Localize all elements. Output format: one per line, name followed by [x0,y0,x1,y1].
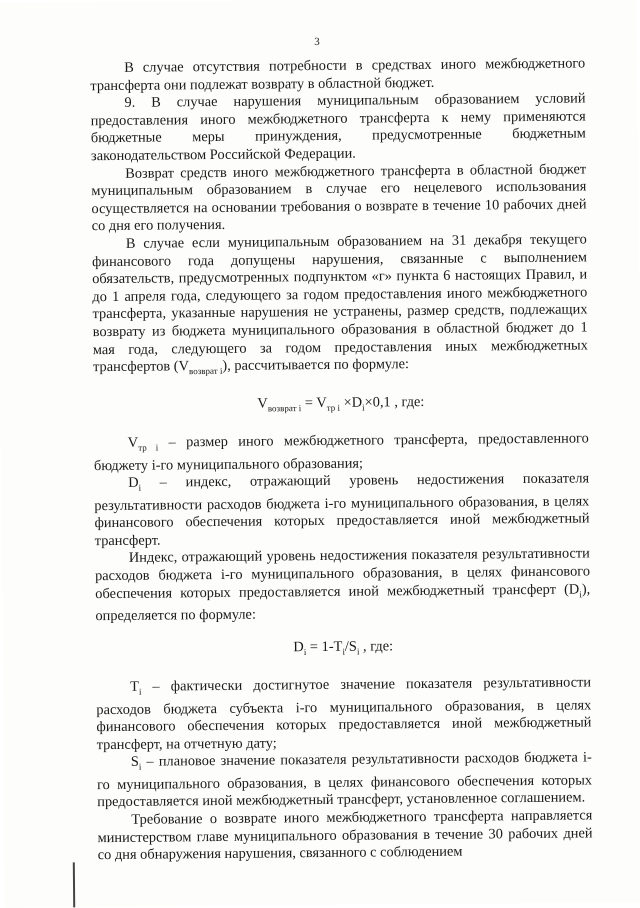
definition-t [96,674,592,754]
definition-subscript: i [138,761,142,772]
definition-subscript: тр i [138,442,159,453]
formula-subscript: i [362,402,365,413]
definition-symbol: D [128,474,139,491]
formula-subscript: i [303,646,307,657]
paragraph-return-request: Требование о возврате иного межбюджетного трансферта направляется министерством главе муниципального образования в течение 30 рабочих дней со дня обнаружения нарушения, связанного с соблюдением [97,807,593,864]
paragraph-text-end: ), определяется по формуле: [95,580,591,625]
definition-symbol: V [127,434,139,451]
paragraph-violation-text: В случае если муниципальным образованием на 31 декабря текущего финансового года допущены нарушения, связанные с выполнением обязательств, предусмотренных подпунктом «г» пункта 6 настоящих Правил, и до 1 апреля года, следующего за годом предоставления иного межбюджетного трансферта, указанные нарушения не устранены, размер средств, подлежащих возврату из бюджета муниципального образования в областной бюджет до 1 мая года, следующего за годом предоставления иных межбюджетных трансфертов (V [91,231,588,376]
formula-text: = V [301,394,327,411]
definition-subscript: i [138,482,142,493]
paragraph-item-9: 9. В случае нарушения муниципальным образованием условий предоставления иного межбюджетного трансферта к нему применяются бюджетные меры принуждения, предусмотренные бюджетным законодательством Российской Федерации. [90,90,586,165]
definition-symbol: S [130,754,139,771]
definition-text: – размер иного межбюджетного трансферта, предоставленного бюджету i-го муниципального образования; [93,430,589,474]
formula-subscript: i [342,646,345,657]
paragraph-surplus-return: В случае отсутствия потребности в средствах иного межбюджетного трансферта они подлежат возврату в областной бюджет. [90,55,586,94]
page-number: 3 [314,35,320,49]
formula-text: = 1-T [306,638,343,655]
subscript: i [579,588,582,599]
formula-symbol: V [257,395,268,412]
definition-symbol: T [130,678,139,695]
formula-text: ×D [339,394,363,411]
definition-text: – индекс, отражающий уровень недостижения показателя результативности расходов бюджета i-го муниципального образования, в целях финансового обеспечения которых предоставляется иной межбюджетный трансферт. [94,470,590,549]
definition-vtr [94,430,589,475]
paragraph-misuse-return: Возврат средств иного межбюджетного трансферта в областной бюджет муниципальным образованием в случае его нецелевого использования осуществляется на основании требования о возврате в течение 10 рабочих дней со дня его получения. [91,160,587,235]
formula-text: /S [344,638,357,655]
definition-text: – плановое значение показателя результативности расходов бюджета i-го муниципального образования, в целях финансового обеспечения которых предоставляется иной межбюджетный трансферт, установленное соглашением. [96,749,593,811]
paragraph-violation-calc [92,231,588,381]
paragraph-text: Индекс, отражающий уровень недостижения показателя результативности расходов бюджета i-го муниципального образования, в целях финансового обеспечения которых предоставляется иной межбюджетный трансферт (D [94,545,591,602]
formula-text: ×0,1 , где: [364,393,425,411]
definition-subscript: i [138,686,142,697]
subscript: возврат i [188,365,223,377]
formula-subscript: тр i [326,402,341,413]
paragraph-violation-end: ), рассчитывается по формуле: [222,356,410,375]
scan-edge-mark [73,862,75,907]
paragraph-index-definition [95,546,591,626]
formula-index [96,636,591,663]
formula-return-amount [93,392,588,419]
formula-text: , где: [359,637,394,655]
formula-symbol: D [293,638,304,655]
formula-subscript: возврат i [267,402,302,413]
definition-s [97,750,593,812]
definition-text: – фактически достигнутое значение показателя результативности расходов бюджета субъекта i-го муниципального образования, в целях финансового обеспечения которых предоставляется иной межбюджетный трансферт, на отчетную дату; [96,674,592,753]
definition-d [94,471,590,551]
document-body [90,55,593,864]
formula-subscript: i [356,646,360,657]
